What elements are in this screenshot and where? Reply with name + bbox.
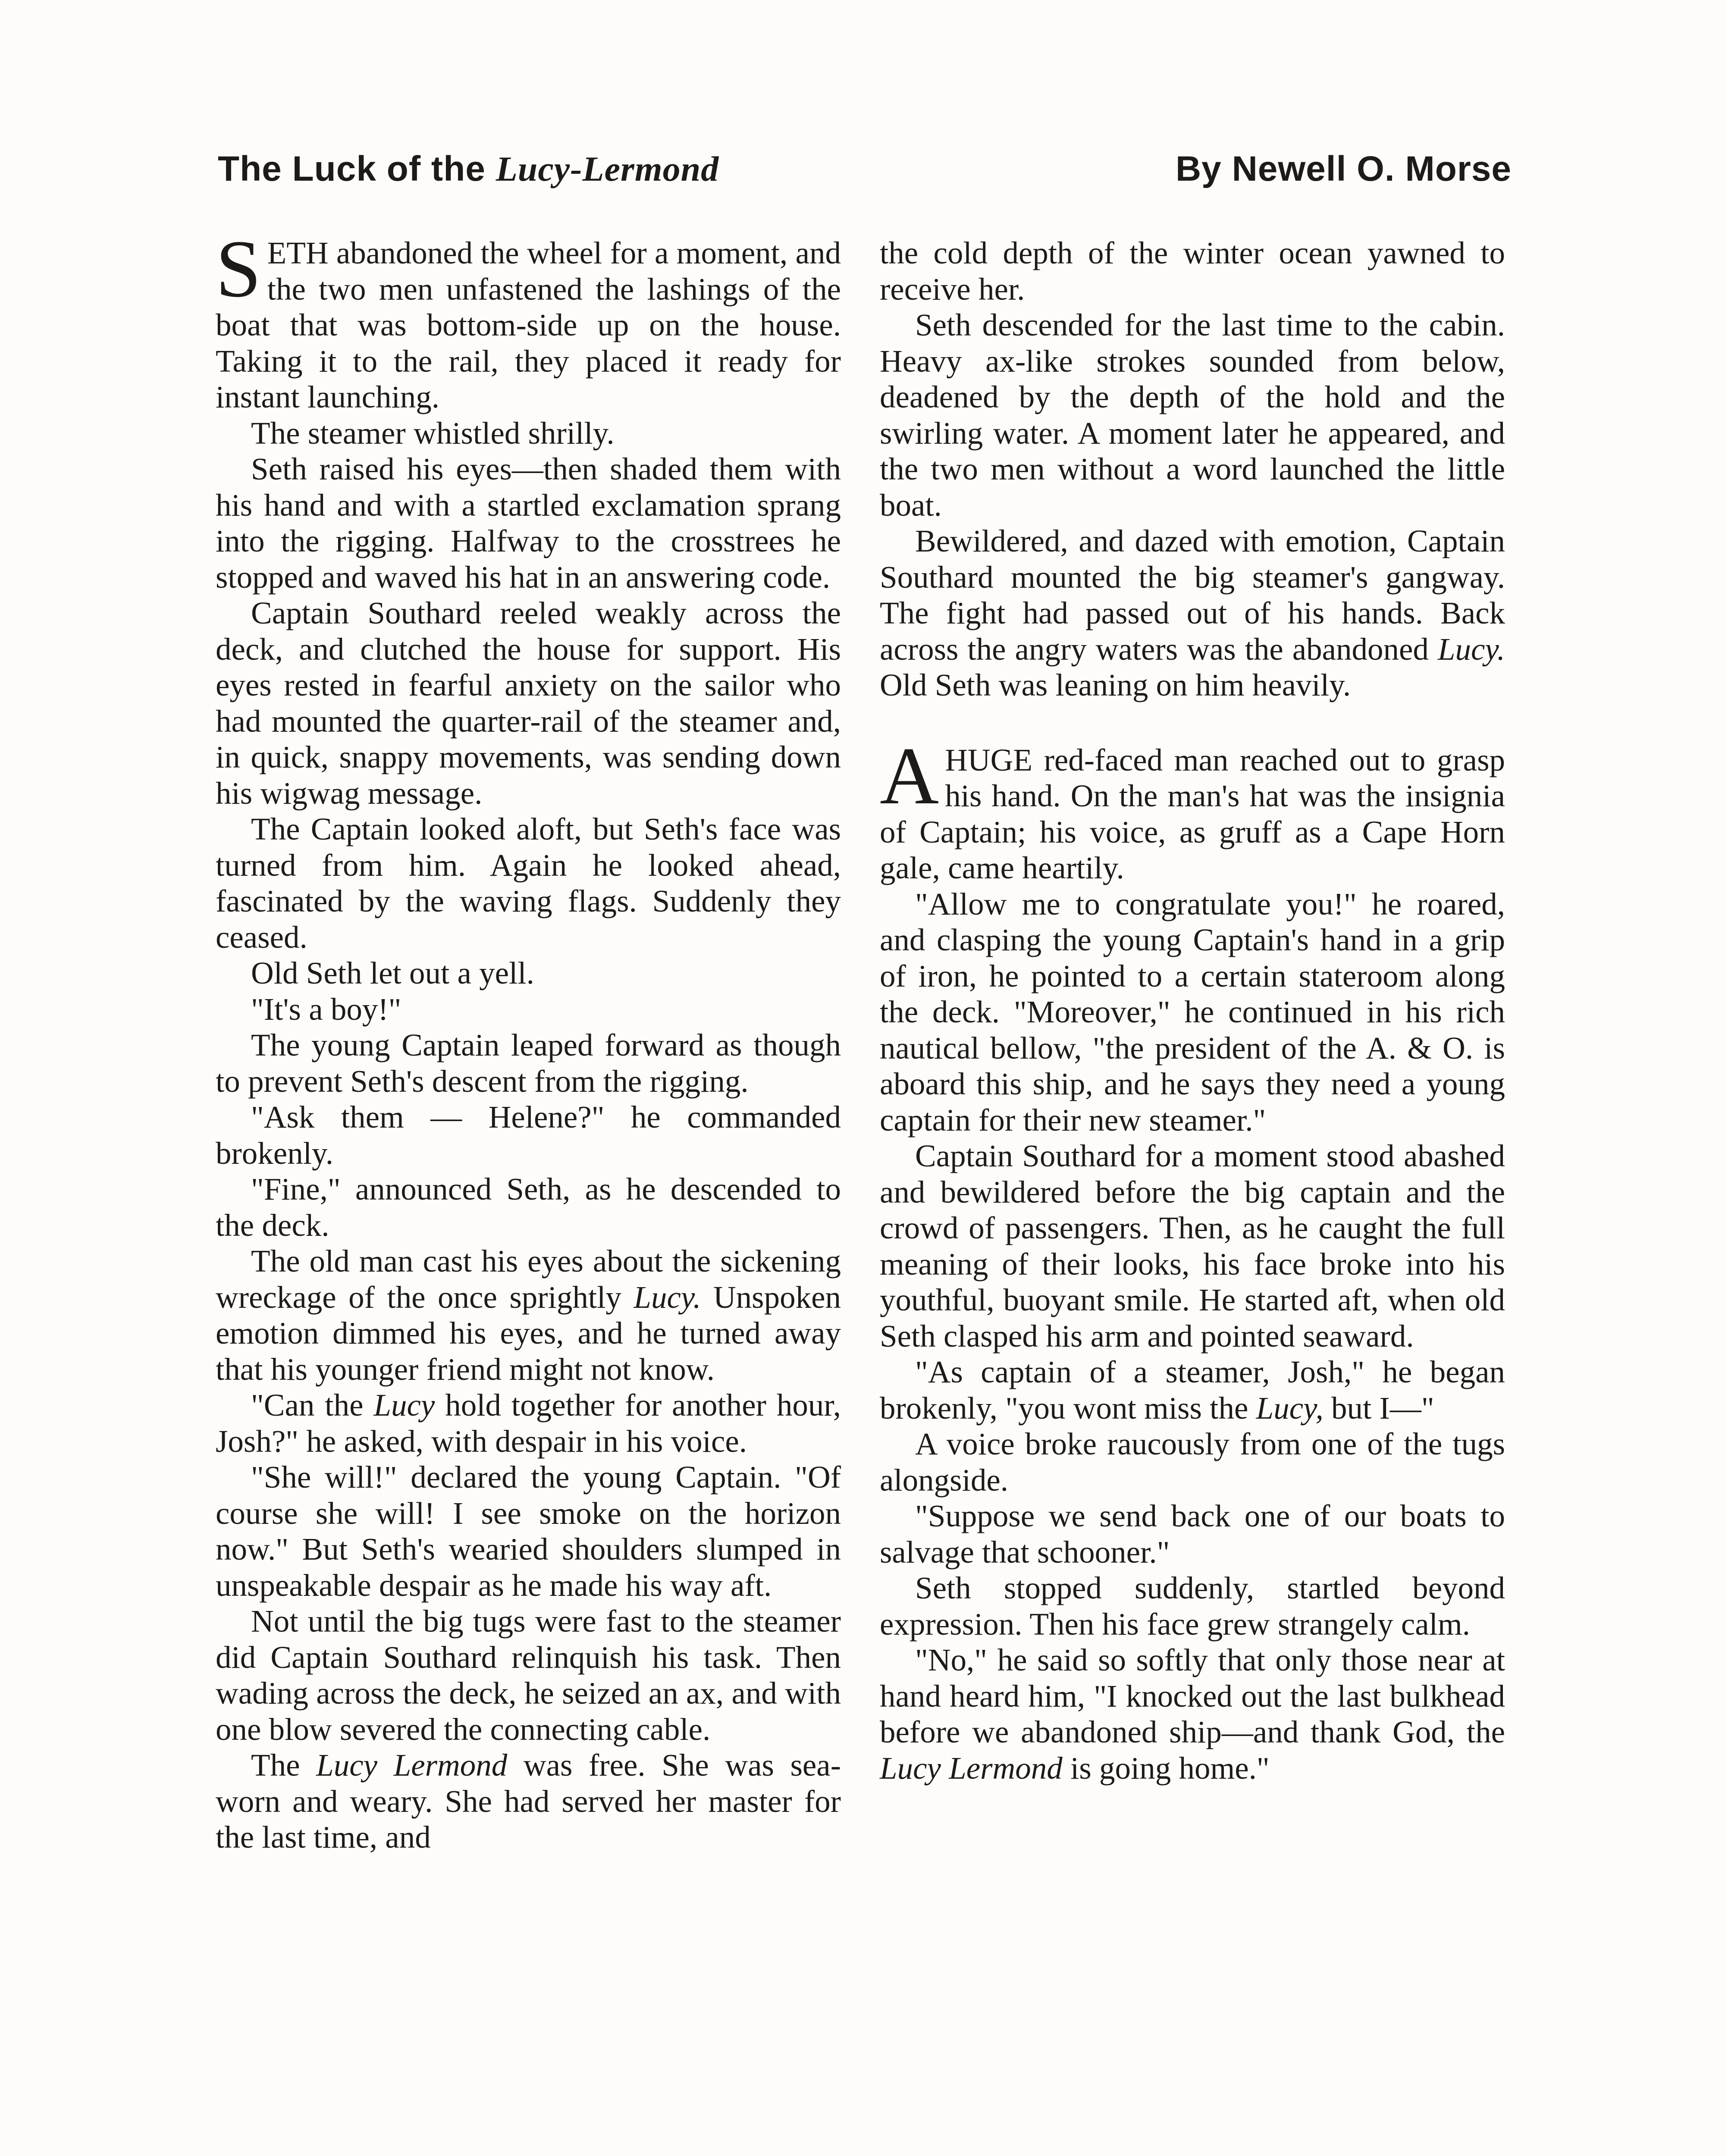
paragraph: The steamer whistled shrilly. [251,415,615,451]
left-column [216,224,841,1855]
paragraph: Captain Southard reeled weakly across the deck, and clutched the house for support. His eyes rested in fearful anxiety on the sailor who had mounted the quarter-rail of the steamer and, in quick, snappy movements, was sending down his wigwag message. [216,595,841,811]
paragraph: "Suppose we send back one of our boats to salvage that schooner." [880,1498,1505,1570]
drop-cap: S [216,224,261,314]
paragraph: AHUGE red-faced man reached out to grasp his hand. On the man's hat was the insignia of Captain; his voice, as gruff as a Cape Horn gale, came heartily. [880,730,1505,885]
page-header [218,149,1512,189]
paragraph: "It's a boy!" [251,991,401,1027]
drop-cap: A [880,730,939,821]
paragraph: Captain Southard for a moment stood abashed and bewildered before the big captain and the crowd of passengers. Then, as he caught the full meaning of their looks, his face broke into his youthful, buoyant smile. He started aft, when old Seth clasped his arm and pointed seaward. [880,1138,1505,1354]
paragraph: "She will!" declared the young Captain. "Of course she will! I see smoke on the horizon now." But Seth's wearied shoulders slumped in unspeakable despair as he made his way aft. [216,1460,841,1603]
paragraph: "Allow me to congratulate you!" he roared, and clasping the young Captain's hand in a grip of iron, he pointed to a certain stateroom along the deck. "Moreover," he continued in his rich nautical bellow, "the president of the A. & O. is aboard this ship, and he says they need a young captain for their new steamer." [880,886,1505,1138]
paragraph: "No," he said so softly that only those near at hand heard him, "I knocked out the last bulkhead before we abandoned ship—and thank God, the Lucy Lermond is going home." [880,1642,1505,1786]
paragraph: Seth raised his eyes—then shaded them with his hand and with a startled exclamation sprang into the rigging. Halfway to the crosstrees he stopped and waved his hat in an answering code. [216,451,841,595]
story-title: The Luck of the Lucy-Lermond [218,149,719,188]
paragraph: Old Seth let out a yell. [251,956,534,990]
paragraph: Seth stopped suddenly, startled beyond expression. Then his face grew strangely calm. [880,1570,1505,1642]
paragraph: Seth descended for the last time to the cabin. Heavy ax-like strokes sounded from below, deadened by the depth of the hold and the swirling water. A moment later he appeared, and the two men without a word launched the little boat. [880,307,1505,523]
paragraph: SETH abandoned the wheel for a moment, and the two men unfastened the lashings of the boat that was bottom-side up on the house. Taking it to the rail, they placed it ready for instant launching. [216,224,841,414]
paragraph: the cold depth of the winter ocean yawned to receive her. [880,235,1505,307]
paragraph: The young Captain leaped forward as though to prevent Seth's descent from the rigging. [216,1028,841,1099]
paragraph: "Fine," announced Seth, as he descended to the deck. [216,1172,841,1243]
paragraph: Bewildered, and dazed with emotion, Captain Southard mounted the big steamer's gangway. The fight had passed out of his hands. Back across the angry waters was the abandoned Lucy. Old Seth was leaning on him heavily. [880,523,1505,702]
paragraph: Not until the big tugs were fast to the steamer did Captain Southard relinquish his task. Then wading across the deck, he seized an ax, and with one blow severed the connecting cable. [216,1604,841,1747]
paragraph: "Can the Lucy hold together for another hour, Josh?" he asked, with despair in his voice. [216,1388,841,1459]
paragraph: "As captain of a steamer, Josh," he began brokenly, "you wont miss the Lucy, but I—" [880,1354,1505,1426]
paragraph: The Captain looked aloft, but Seth's face was turned from him. Again he looked ahead, fascinated by the waving flags. Suddenly they ceased. [216,812,841,955]
right-column [880,235,1505,1786]
paragraph: The Lucy Lermond was free. She was sea-worn and weary. She had served her master for the last time, and [216,1748,841,1855]
author-byline: By Newell O. Morse [1175,149,1512,188]
paragraph: The old man cast his eyes about the sickening wreckage of the once sprightly Lucy. Unspoken emotion dimmed his eyes, and he turned away that his younger friend might not know. [216,1244,841,1387]
paragraph: "Ask them — Helene?" he commanded brokenly. [216,1100,841,1171]
paragraph: A voice broke raucously from one of the tugs alongside. [880,1426,1505,1498]
